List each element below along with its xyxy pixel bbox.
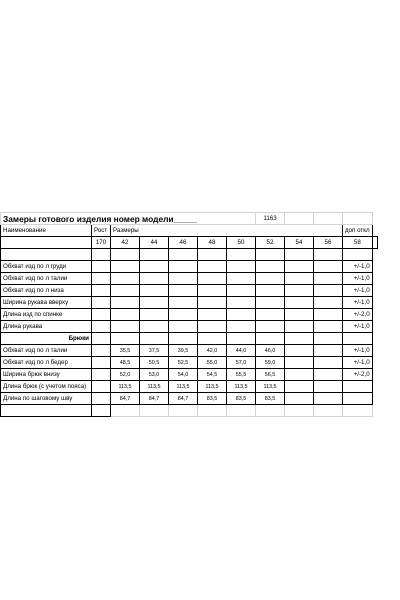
measure-value: 55,5 — [227, 369, 256, 381]
table-cell — [111, 249, 140, 261]
measure-value: 84,7 — [111, 393, 140, 405]
table-cell — [92, 381, 111, 393]
measure-value: 113,5 — [169, 381, 198, 393]
table-cell — [169, 333, 198, 345]
table-cell — [198, 297, 227, 309]
table-cell — [140, 273, 169, 285]
measure-row — [1, 357, 378, 369]
table-cell — [198, 261, 227, 273]
table-cell — [227, 309, 256, 321]
header-row — [1, 225, 378, 237]
measure-value: 50,5 — [140, 357, 169, 369]
table-cell — [314, 261, 343, 273]
table-cell — [256, 297, 285, 309]
table-cell — [140, 249, 169, 261]
tolerance-value: +/-2,0 — [343, 369, 373, 381]
table-cell — [92, 297, 111, 309]
table-cell — [285, 381, 314, 393]
table-cell — [256, 285, 285, 297]
table-cell — [343, 249, 373, 261]
tolerance-value — [343, 393, 373, 405]
table-cell — [256, 405, 285, 417]
measure-value: 113,5 — [227, 381, 256, 393]
table-cell — [92, 285, 111, 297]
table-cell — [92, 309, 111, 321]
table-cell — [198, 333, 227, 345]
table-cell — [169, 297, 198, 309]
table-cell — [314, 405, 343, 417]
table-cell — [198, 321, 227, 333]
measure-row — [1, 321, 378, 333]
measure-label: Ширина брюк внизу — [1, 369, 92, 381]
tolerance-value: +/-1,0 — [343, 357, 373, 369]
size-header: 42 — [111, 237, 140, 249]
size-header: 50 — [227, 237, 256, 249]
table-cell — [285, 393, 314, 405]
table-cell — [111, 405, 140, 417]
measure-label: Длина рукава — [1, 321, 92, 333]
size-header: 56 — [314, 237, 343, 249]
table-cell — [227, 249, 256, 261]
header-height: Рост — [92, 225, 111, 237]
table-cell — [92, 393, 111, 405]
table-cell — [256, 321, 285, 333]
table-cell — [256, 333, 285, 345]
measure-label: Обхват изд по л бедер — [1, 357, 92, 369]
measure-row — [1, 309, 378, 321]
table-cell — [343, 333, 373, 345]
measure-value: 52,5 — [169, 357, 198, 369]
table-cell — [1, 249, 92, 261]
tolerance-value: +/-1,0 — [343, 297, 373, 309]
table-cell — [285, 369, 314, 381]
table-cell — [285, 297, 314, 309]
measure-value: 113,5 — [140, 381, 169, 393]
table-cell — [256, 273, 285, 285]
table-cell — [285, 285, 314, 297]
measurements-table — [0, 212, 378, 417]
table-cell — [285, 261, 314, 273]
table-cell — [198, 249, 227, 261]
table-cell — [314, 249, 343, 261]
table-cell — [92, 369, 111, 381]
table-cell — [111, 285, 140, 297]
table-cell — [227, 321, 256, 333]
table-cell — [227, 261, 256, 273]
table-cell — [169, 273, 198, 285]
measure-value: 55,0 — [198, 357, 227, 369]
table-cell — [227, 273, 256, 285]
table-cell — [140, 309, 169, 321]
measure-row — [1, 345, 378, 357]
table-cell — [227, 285, 256, 297]
measure-value: 56,5 — [256, 369, 285, 381]
table-cell — [92, 357, 111, 369]
tolerance-value: +/-1,0 — [343, 285, 373, 297]
measure-label: Длина брюк (с учетом пояса) — [1, 381, 92, 393]
measure-value: 52,0 — [111, 369, 140, 381]
measure-label: Длина по шаговому шву — [1, 393, 92, 405]
table-cell — [314, 309, 343, 321]
table-cell — [285, 357, 314, 369]
header-name: Наименование — [1, 225, 92, 237]
table-cell — [140, 333, 169, 345]
table-cell — [1, 237, 92, 249]
measure-row — [1, 381, 378, 393]
table-cell — [285, 345, 314, 357]
table-cell — [285, 405, 314, 417]
table-cell — [314, 297, 343, 309]
table-cell — [140, 261, 169, 273]
measure-value: 84,7 — [140, 393, 169, 405]
table-cell — [227, 333, 256, 345]
measure-value: 37,5 — [140, 345, 169, 357]
measure-value: 54,0 — [169, 369, 198, 381]
measure-label: Обхват изд по л талии — [1, 345, 92, 357]
tolerance-value: +/-2,0 — [343, 309, 373, 321]
table-cell — [256, 249, 285, 261]
table-cell — [140, 297, 169, 309]
table-cell — [169, 309, 198, 321]
table-cell — [314, 321, 343, 333]
table-cell — [198, 273, 227, 285]
measure-row — [1, 261, 378, 273]
size-header: 52 — [256, 237, 285, 249]
table-cell — [372, 237, 377, 249]
measure-label: Ширина рукава вверху — [1, 297, 92, 309]
measure-value: 54,5 — [198, 369, 227, 381]
table-row — [1, 405, 378, 417]
table-cell — [111, 333, 140, 345]
table-cell — [111, 261, 140, 273]
header-tolerance: доп откл — [343, 225, 373, 237]
table-cell — [92, 345, 111, 357]
table-cell — [256, 309, 285, 321]
table-cell — [169, 285, 198, 297]
measure-label: Обхват изд по л груди — [1, 261, 92, 273]
table-cell — [111, 321, 140, 333]
table-cell — [314, 357, 343, 369]
size-header: 48 — [198, 237, 227, 249]
table-cell — [314, 393, 343, 405]
table-cell — [92, 261, 111, 273]
measure-value: 53,0 — [140, 369, 169, 381]
table-cell — [285, 249, 314, 261]
table-cell — [343, 213, 373, 225]
section-label: Брюки — [1, 333, 92, 345]
table-cell — [285, 321, 314, 333]
table-cell — [314, 381, 343, 393]
tolerance-value: +/-1,0 — [343, 321, 373, 333]
measure-value: 83,5 — [198, 393, 227, 405]
height-value: 170 — [92, 237, 111, 249]
table-cell — [169, 321, 198, 333]
table-cell — [198, 285, 227, 297]
measure-value: 83,5 — [256, 393, 285, 405]
table-cell — [111, 273, 140, 285]
measure-value: 48,5 — [111, 357, 140, 369]
measure-value: 46,0 — [256, 345, 285, 357]
size-header: 44 — [140, 237, 169, 249]
table-cell — [198, 405, 227, 417]
measure-row — [1, 369, 378, 381]
measure-value: 42,0 — [198, 345, 227, 357]
table-cell — [169, 261, 198, 273]
section-row — [1, 333, 378, 345]
table-cell — [343, 405, 373, 417]
title-row — [1, 213, 378, 225]
sizes-row — [1, 237, 378, 249]
measurement-sheet — [0, 212, 378, 417]
measure-row — [1, 297, 378, 309]
table-cell — [198, 309, 227, 321]
table-cell — [92, 333, 111, 345]
table-cell — [285, 309, 314, 321]
table-cell — [140, 405, 169, 417]
measure-row — [1, 273, 378, 285]
measure-label: Обхват изд по л низа — [1, 285, 92, 297]
table-cell — [140, 321, 169, 333]
size-header: 54 — [285, 237, 314, 249]
tolerance-value: +/-1,0 — [343, 261, 373, 273]
table-cell — [92, 273, 111, 285]
tolerance-value: +/-1,0 — [343, 273, 373, 285]
table-cell — [285, 273, 314, 285]
table-cell — [169, 249, 198, 261]
measure-value: 84,7 — [169, 393, 198, 405]
table-cell — [256, 261, 285, 273]
table-cell — [285, 213, 314, 225]
measure-value: 113,5 — [198, 381, 227, 393]
table-cell — [92, 249, 111, 261]
measure-value: 57,0 — [227, 357, 256, 369]
measure-value: 44,0 — [227, 345, 256, 357]
table-cell — [92, 321, 111, 333]
measure-value: 83,5 — [227, 393, 256, 405]
tolerance-value: +/-1,0 — [343, 345, 373, 357]
header-sizes: Размеры — [111, 225, 343, 237]
spacer-row — [1, 249, 378, 261]
table-cell — [314, 213, 343, 225]
table-cell — [169, 405, 198, 417]
table-cell — [314, 369, 343, 381]
table-cell — [227, 405, 256, 417]
size-header: 58 — [343, 237, 373, 249]
measure-row — [1, 393, 378, 405]
table-cell — [111, 297, 140, 309]
measure-value: 59,0 — [256, 357, 285, 369]
table-cell — [1, 405, 92, 417]
table-cell — [140, 285, 169, 297]
table-cell — [285, 333, 314, 345]
model-number: 1163 — [256, 213, 285, 225]
size-header: 46 — [169, 237, 198, 249]
sheet-title: Замеры готового изделия номер модели_____ — [1, 213, 256, 225]
measure-value: 39,5 — [169, 345, 198, 357]
table-cell — [314, 333, 343, 345]
measure-value: 113,5 — [256, 381, 285, 393]
table-cell — [227, 297, 256, 309]
tolerance-value — [343, 381, 373, 393]
table-cell — [314, 285, 343, 297]
table-cell — [92, 405, 111, 417]
table-cell — [314, 273, 343, 285]
measure-value: 113,5 — [111, 381, 140, 393]
table-cell — [111, 309, 140, 321]
measure-value: 35,5 — [111, 345, 140, 357]
table-cell — [314, 345, 343, 357]
measure-label: Обхват изд по л талии — [1, 273, 92, 285]
measure-label: Длина изд по спинке — [1, 309, 92, 321]
measure-row — [1, 285, 378, 297]
